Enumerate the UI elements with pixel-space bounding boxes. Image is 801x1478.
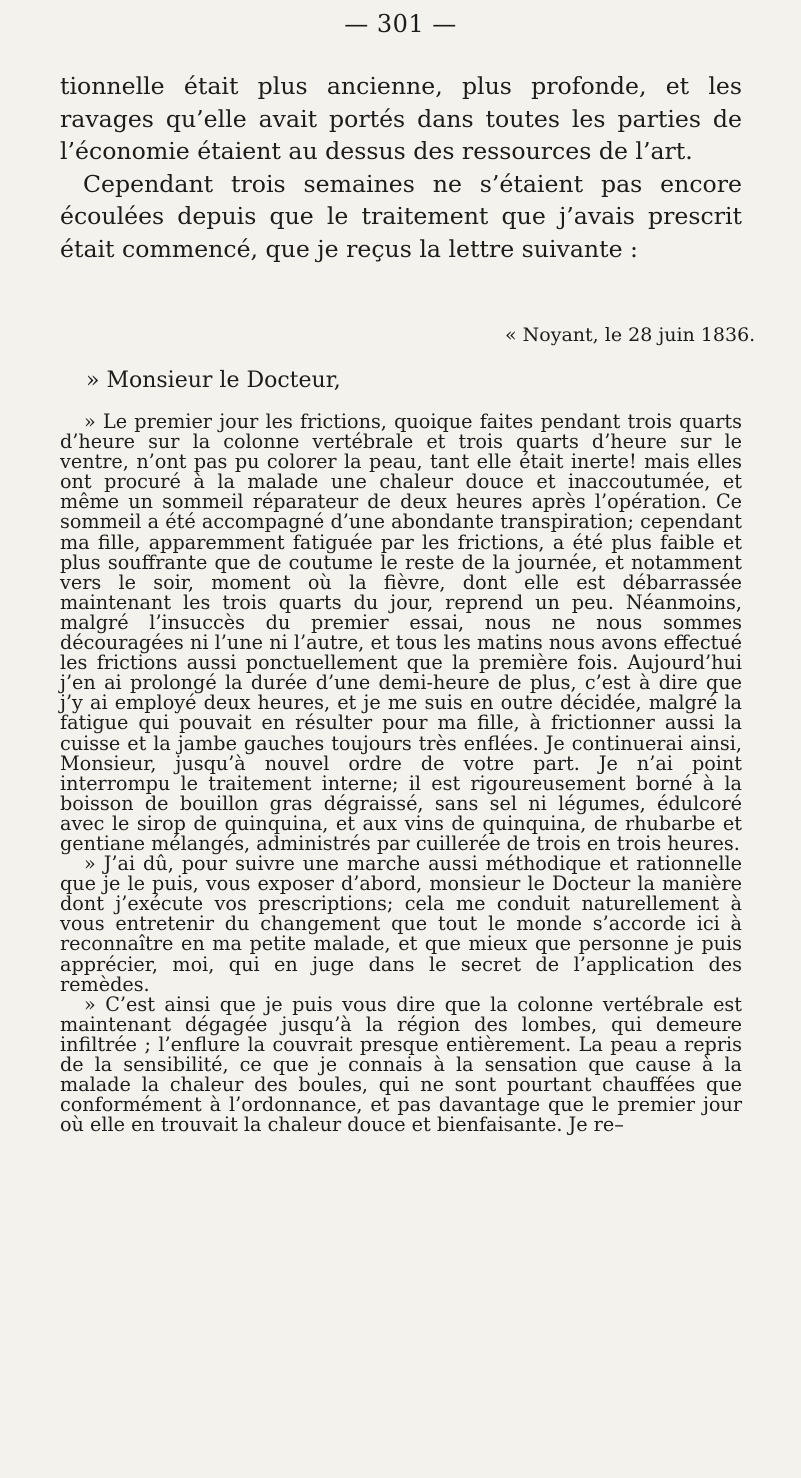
page-number: — 301 — xyxy=(344,10,457,38)
letter-salutation: » Monsieur le Docteur, xyxy=(86,368,341,393)
letter-paragraph: » J’ai dû, pour suivre une marche aussi méthodique et rationnelle que je le puis, vous exposer d’abord, monsieur le Docteur la manière dont j’exécute vos prescriptions; cela me conduit naturellement à vous entretenir du changement que tout le monde s’accorde ici à reconnaître en ma petite malade, et que mieux que personne je puis apprécier, moi, qui en juge dans le secret de l’application des remèdes. xyxy=(60,852,742,996)
letter-paragraph: » Le premier jour les frictions, quoique faites pendant trois quarts d’heure sur la colonne vertébrale et trois quarts d’heure sur le ventre, n’ont pas pu colorer la peau, tant elle était inerte! mais elles ont procuré à la malade une chaleur douce et inaccoutumée, et même un sommeil réparateur de deux heures après l’opération. Ce sommeil a été accompagné d’une abondante transpiration; cependant ma fille, apparemment fatiguée par les frictions, a été plus faible et plus souffrante que de coutume le reste de la journée, et notamment vers le soir, moment où la fièvre, dont elle est débarrassée maintenant les trois quarts du jour, reprend un peu. Néanmoins, malgré l’insuccès du premier essai, nous ne nous sommes découragées ni l’une ni l’autre, et tous les matins nous avons effectué les frictions aussi ponctuellement que la première fois. Aujourd’hui j’en ai prolongé la durée d’une demi-heure de plus, c’est à dire que j’y ai employé deux heures, et je me suis en outre décidée, malgré la fatigue qui pouvait en résulter pour ma fille, à frictionner aussi la cuisse et la jambe gauches toujours très enflées. Je continuerai ainsi, Monsieur, jusqu’à nouvel ordre de votre part. Je n’ai point interrompu le traitement interne; il est rigoureusement borné à la boisson de bouillon gras dégraissé, sans sel ni légumes, édulcoré avec le sirop de quinquina, et aux vins de quinquina, de rhubarbe et gentiane mélangés, administrés par cuillerée de trois en trois heures. xyxy=(60,410,742,855)
intro-paragraph: Cependant trois semaines ne s’étaient pas encore écoulées depuis que le traitement que j’avais prescrit était commencé, que je reçus la lettre suivante : xyxy=(60,169,742,263)
intro-paragraph: tionnelle était plus ancienne, plus profonde, et les ravages qu’elle avait portés dans toutes les parties de l’économie étaient au dessus des ressources de l’art. xyxy=(60,72,742,165)
letter-body xyxy=(60,412,742,1135)
letter-dateline: « Noyant, le 28 juin 1836. xyxy=(505,324,756,346)
letter-paragraph: » C’est ainsi que je puis vous dire que la colonne vertébrale est maintenant dégagée jusqu’à la région des lombes, qui demeure infiltrée ; l’enflure la couvrait presque entièrement. La peau a repris de la sensibilité, ce que je connais à la sensation que cause à la malade la chaleur des boules, qui ne sont pourtant chauffées que conformément à l’ordonnance, et pas davantage que le premier jour où elle en trouvait la chaleur douce et bienfaisante. Je re– xyxy=(60,992,742,1137)
intro-text xyxy=(60,70,742,265)
